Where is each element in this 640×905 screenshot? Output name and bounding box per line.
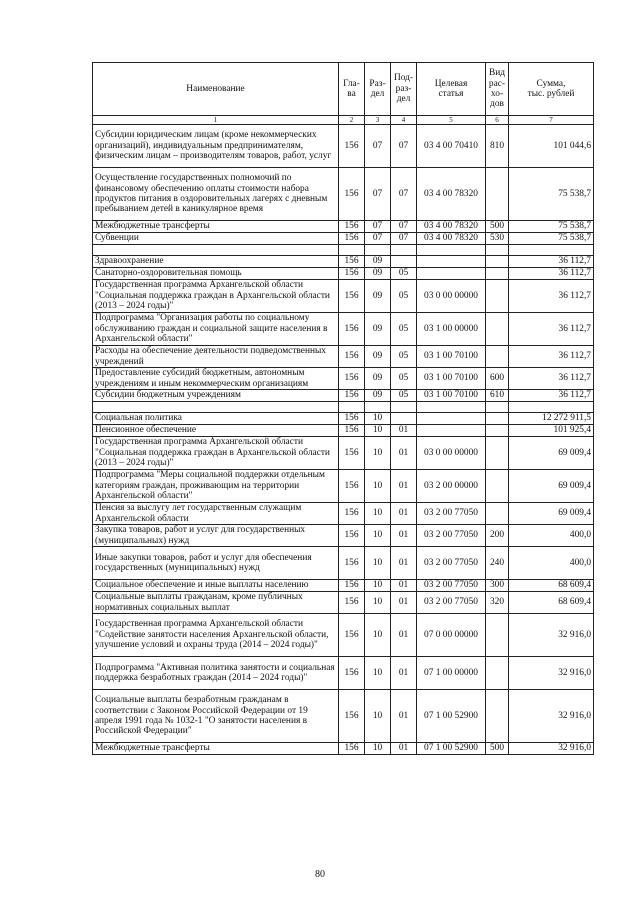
row-name: Государственная программа Архангельской области "Содействие занятости населения Архангельской области, улучшение условий и охраны труда (2014 – 2024 годы)" (93, 614, 339, 657)
row-subsection: 05 (391, 313, 417, 346)
empty-cell (486, 402, 509, 413)
row-section: 10 (365, 470, 391, 503)
table-row (93, 168, 594, 221)
row-target: 03 1 00 70100 (417, 368, 486, 390)
row-target: 07 1 00 00000 (417, 657, 486, 690)
row-section: 07 (365, 233, 391, 245)
row-chapter: 156 (339, 690, 365, 743)
empty-cell (509, 245, 594, 256)
row-section: 10 (365, 592, 391, 614)
row-subsection: 05 (391, 346, 417, 368)
row-chapter: 156 (339, 313, 365, 346)
row-target: 03 1 00 70100 (417, 390, 486, 402)
row-sum: 36 112,7 (509, 390, 594, 402)
column-number: 3 (365, 116, 391, 125)
row-target: 07 1 00 52900 (417, 743, 486, 755)
row-chapter: 156 (339, 221, 365, 233)
header-chapter: Гла- ва (339, 63, 365, 116)
row-chapter: 156 (339, 470, 365, 503)
row-name: Государственная программа Архангельской области "Социальная поддержка граждан в Архангельской области (2013 – 2024 годы)" (93, 280, 339, 313)
row-expense-type (486, 256, 509, 268)
page-number: 80 (315, 869, 325, 880)
row-name: Субвенции (93, 233, 339, 245)
row-subsection: 05 (391, 268, 417, 280)
row-name: Государственная программа Архангельской области "Социальная поддержка граждан в Архангельской области (2013 – 2024 годы)" (93, 437, 339, 470)
row-name: Социальные выплаты безработным гражданам в соответствии с Законом Российской Федерации от 19 апреля 1991 года № 1032-1 "О занятости населения в Российской Федерации" (93, 690, 339, 743)
empty-cell (417, 402, 486, 413)
header-target: Целевая статья (417, 63, 486, 116)
empty-cell (486, 245, 509, 256)
table-row (93, 368, 594, 390)
row-target (417, 413, 486, 425)
table-row (93, 390, 594, 402)
row-section: 09 (365, 346, 391, 368)
column-numbers-row (93, 116, 594, 125)
row-expense-type (486, 657, 509, 690)
table-row (93, 525, 594, 547)
row-expense-type (486, 470, 509, 503)
row-expense-type (486, 268, 509, 280)
row-expense-type: 530 (486, 233, 509, 245)
row-section: 07 (365, 125, 391, 168)
row-chapter: 156 (339, 168, 365, 221)
row-expense-type: 240 (486, 547, 509, 580)
row-chapter: 156 (339, 368, 365, 390)
row-expense-type (486, 614, 509, 657)
row-subsection: 01 (391, 437, 417, 470)
empty-cell (365, 245, 391, 256)
row-section: 10 (365, 437, 391, 470)
row-name: Субсидии юридическим лицам (кроме некоммерческих организаций), индивидуальным предпринимателям, физическим лицам – производителям товаров, работ, услуг (93, 125, 339, 168)
row-sum: 75 538,7 (509, 221, 594, 233)
row-name: Иные закупки товаров, работ и услуг для обеспечения государственных (муниципальных) нужд (93, 547, 339, 580)
row-subsection: 01 (391, 690, 417, 743)
row-target: 03 0 00 00000 (417, 437, 486, 470)
row-sum: 32 916,0 (509, 657, 594, 690)
table-row (93, 743, 594, 755)
row-chapter: 156 (339, 280, 365, 313)
row-expense-type: 500 (486, 221, 509, 233)
row-target: 03 2 00 77050 (417, 592, 486, 614)
row-section: 09 (365, 313, 391, 346)
table-row (93, 256, 594, 268)
row-section: 10 (365, 743, 391, 755)
row-target (417, 425, 486, 437)
row-sum: 101 044,6 (509, 125, 594, 168)
table-row-spacer (93, 245, 594, 256)
row-name: Подпрограмма "Активная политика занятости и социальная поддержка безработных граждан (2014 – 2024 годы)" (93, 657, 339, 690)
row-name: Межбюджетные трансферты (93, 743, 339, 755)
row-section: 10 (365, 425, 391, 437)
row-name: Пенсия за выслугу лет государственным служащим Архангельской области (93, 503, 339, 525)
row-sum: 32 916,0 (509, 614, 594, 657)
row-chapter: 156 (339, 346, 365, 368)
row-chapter: 156 (339, 268, 365, 280)
table-row (93, 503, 594, 525)
row-section: 10 (365, 413, 391, 425)
row-sum: 36 112,7 (509, 313, 594, 346)
row-expense-type: 610 (486, 390, 509, 402)
row-section: 10 (365, 690, 391, 743)
table-body (93, 125, 594, 755)
row-expense-type (486, 437, 509, 470)
row-section: 09 (365, 256, 391, 268)
table-row (93, 233, 594, 245)
row-chapter: 156 (339, 614, 365, 657)
row-target: 03 1 00 00000 (417, 313, 486, 346)
row-section: 09 (365, 268, 391, 280)
row-expense-type (486, 413, 509, 425)
row-chapter: 156 (339, 233, 365, 245)
table-row (93, 425, 594, 437)
row-sum: 101 925,4 (509, 425, 594, 437)
column-number: 6 (486, 116, 509, 125)
row-chapter: 156 (339, 525, 365, 547)
row-section: 07 (365, 168, 391, 221)
row-target: 03 2 00 77050 (417, 580, 486, 592)
row-target: 03 0 00 00000 (417, 280, 486, 313)
row-sum: 68 609,4 (509, 580, 594, 592)
row-section: 09 (365, 390, 391, 402)
row-subsection: 07 (391, 221, 417, 233)
row-expense-type (486, 503, 509, 525)
row-expense-type: 320 (486, 592, 509, 614)
row-sum: 36 112,7 (509, 256, 594, 268)
row-name: Субсидии бюджетным учреждениям (93, 390, 339, 402)
empty-cell (365, 402, 391, 413)
table-row (93, 280, 594, 313)
header-section: Раз- дел (365, 63, 391, 116)
table-row (93, 547, 594, 580)
row-target: 03 4 00 78320 (417, 233, 486, 245)
row-subsection: 01 (391, 614, 417, 657)
row-expense-type: 200 (486, 525, 509, 547)
row-expense-type (486, 690, 509, 743)
column-number: 2 (339, 116, 365, 125)
row-name: Межбюджетные трансферты (93, 221, 339, 233)
table-row (93, 614, 594, 657)
row-sum: 36 112,7 (509, 280, 594, 313)
table-header (93, 63, 594, 125)
row-section: 09 (365, 368, 391, 390)
header-expense-type: Вид рас- хо- дов (486, 63, 509, 116)
empty-cell (339, 245, 365, 256)
row-chapter: 156 (339, 657, 365, 690)
row-chapter: 156 (339, 580, 365, 592)
empty-cell (509, 402, 594, 413)
row-sum: 69 009,4 (509, 437, 594, 470)
empty-cell (391, 402, 417, 413)
header-sum: Сумма, тыс. рублей (509, 63, 594, 116)
row-expense-type (486, 280, 509, 313)
table-row (93, 268, 594, 280)
row-sum: 69 009,4 (509, 503, 594, 525)
row-chapter: 156 (339, 256, 365, 268)
row-expense-type (486, 168, 509, 221)
row-chapter: 156 (339, 437, 365, 470)
row-name: Санаторно-оздоровительная помощь (93, 268, 339, 280)
row-section: 10 (365, 614, 391, 657)
row-target (417, 256, 486, 268)
row-target: 03 2 00 77050 (417, 503, 486, 525)
row-subsection: 05 (391, 390, 417, 402)
table-row (93, 580, 594, 592)
row-target: 07 0 00 00000 (417, 614, 486, 657)
table-row (93, 346, 594, 368)
row-target: 03 2 00 77050 (417, 547, 486, 580)
row-sum: 32 916,0 (509, 690, 594, 743)
column-number: 5 (417, 116, 486, 125)
row-target: 03 2 00 00000 (417, 470, 486, 503)
row-name: Социальные выплаты гражданам, кроме публичных нормативных социальных выплат (93, 592, 339, 614)
row-section: 10 (365, 547, 391, 580)
row-subsection: 07 (391, 125, 417, 168)
row-name: Подпрограмма "Организация работы по социальному обслуживанию граждан и социальной защите населения в Архангельской области" (93, 313, 339, 346)
row-target: 07 1 00 52900 (417, 690, 486, 743)
row-chapter: 156 (339, 125, 365, 168)
row-target: 03 4 00 78320 (417, 168, 486, 221)
column-number: 7 (509, 116, 594, 125)
row-section: 10 (365, 580, 391, 592)
row-chapter: 156 (339, 413, 365, 425)
table-row-spacer (93, 402, 594, 413)
row-subsection (391, 256, 417, 268)
row-subsection: 07 (391, 233, 417, 245)
row-sum: 36 112,7 (509, 268, 594, 280)
row-chapter: 156 (339, 547, 365, 580)
row-chapter: 156 (339, 425, 365, 437)
row-section: 09 (365, 280, 391, 313)
row-chapter: 156 (339, 503, 365, 525)
row-target: 03 4 00 78320 (417, 221, 486, 233)
table-row (93, 313, 594, 346)
row-chapter: 156 (339, 592, 365, 614)
row-target: 03 4 00 70410 (417, 125, 486, 168)
row-subsection: 05 (391, 368, 417, 390)
row-name: Осуществление государственных полномочий по финансовому обеспечению оплаты стоимости набора продуктов питания в оздоровительных лагерях с дневным пребыванием детей в каникулярное время (93, 168, 339, 221)
header-name: Наименование (93, 63, 339, 116)
row-section: 10 (365, 657, 391, 690)
row-name: Здравоохранение (93, 256, 339, 268)
row-expense-type: 500 (486, 743, 509, 755)
row-subsection: 07 (391, 168, 417, 221)
row-sum: 36 112,7 (509, 346, 594, 368)
row-sum: 75 538,7 (509, 233, 594, 245)
row-expense-type: 810 (486, 125, 509, 168)
row-sum: 400,0 (509, 525, 594, 547)
row-subsection (391, 413, 417, 425)
table-row (93, 592, 594, 614)
row-expense-type: 300 (486, 580, 509, 592)
empty-cell (391, 245, 417, 256)
row-sum: 400,0 (509, 547, 594, 580)
row-sum: 68 609,4 (509, 592, 594, 614)
row-subsection: 01 (391, 743, 417, 755)
row-expense-type (486, 313, 509, 346)
row-name: Пенсионное обеспечение (93, 425, 339, 437)
table-row (93, 437, 594, 470)
row-sum: 32 916,0 (509, 743, 594, 755)
row-subsection: 01 (391, 425, 417, 437)
row-section: 10 (365, 525, 391, 547)
row-target (417, 268, 486, 280)
empty-cell (339, 402, 365, 413)
row-section: 07 (365, 221, 391, 233)
row-sum: 69 009,4 (509, 470, 594, 503)
table-row (93, 221, 594, 233)
row-subsection: 01 (391, 525, 417, 547)
table-row (93, 470, 594, 503)
table-row (93, 413, 594, 425)
row-sum: 12 272 911,5 (509, 413, 594, 425)
row-name: Предоставление субсидий бюджетным, автономным учреждениям и иным некоммерческим организациям (93, 368, 339, 390)
row-name: Закупка товаров, работ и услуг для государственных (муниципальных) нужд (93, 525, 339, 547)
row-name: Социальное обеспечение и иные выплаты населению (93, 580, 339, 592)
row-subsection: 01 (391, 547, 417, 580)
empty-cell (93, 245, 339, 256)
row-expense-type (486, 425, 509, 437)
table-row (93, 125, 594, 168)
row-section: 10 (365, 503, 391, 525)
empty-cell (93, 402, 339, 413)
row-name: Подпрограмма "Меры социальной поддержки отдельным категориям граждан, проживающим на территории Архангельской области" (93, 470, 339, 503)
row-subsection: 05 (391, 280, 417, 313)
row-name: Социальная политика (93, 413, 339, 425)
row-sum: 75 538,7 (509, 168, 594, 221)
row-chapter: 156 (339, 743, 365, 755)
row-expense-type: 600 (486, 368, 509, 390)
row-subsection: 01 (391, 503, 417, 525)
header-subsection: Под- раз- дел (391, 63, 417, 116)
row-expense-type (486, 346, 509, 368)
empty-cell (417, 245, 486, 256)
column-number: 4 (391, 116, 417, 125)
budget-table (92, 62, 594, 755)
row-subsection: 01 (391, 580, 417, 592)
row-target: 03 1 00 70100 (417, 346, 486, 368)
row-target: 03 2 00 77050 (417, 525, 486, 547)
row-subsection: 01 (391, 470, 417, 503)
row-subsection: 01 (391, 657, 417, 690)
row-subsection: 01 (391, 592, 417, 614)
row-chapter: 156 (339, 390, 365, 402)
row-sum: 36 112,7 (509, 368, 594, 390)
row-name: Расходы на обеспечение деятельности подведомственных учреждений (93, 346, 339, 368)
table-row (93, 690, 594, 743)
table-row (93, 657, 594, 690)
column-number: 1 (93, 116, 339, 125)
